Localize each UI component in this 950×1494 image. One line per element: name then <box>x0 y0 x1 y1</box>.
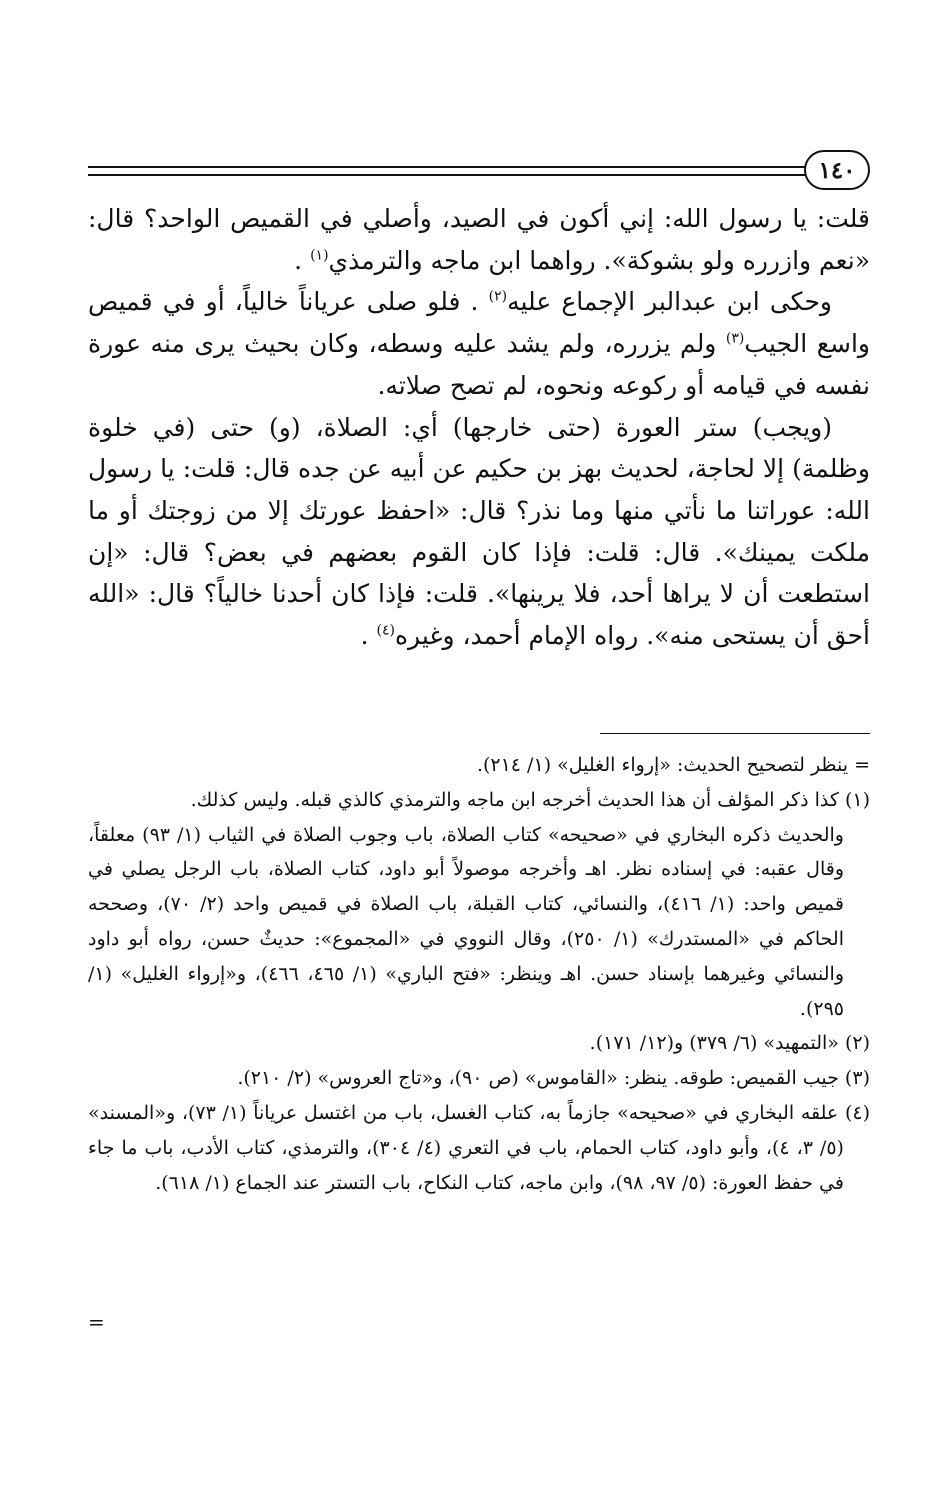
paragraph-2 <box>88 281 870 406</box>
paragraph-1 <box>88 198 870 281</box>
footnote-4: (٤) علقه البخاري في «صحيحه» جازماً به، كتاب الغسل، باب من اغتسل عرياناً (١/ ٧٣)، و«المسند» (٥/ ٣، ٤)، وأبو داود، كتاب الحمام، باب في التعري (٤/ ٣٠٤)، والترمذي، كتاب الأدب، باب ما جاء في حفظ العورة: (٥/ ٩٧، ٩٨)، وابن ماجه، كتاب النكاح، باب التستر عند الجماع (١/ ٦١٨). <box>88 1101 870 1194</box>
footnote-3: (٣) جيب القميص: طوقه. ينظر: «القاموس» (ص ٩٠)، و«تاج العروس» (٢/ ٢١٠). <box>237 1067 870 1090</box>
footnote-ref-2: (٢) <box>488 289 508 306</box>
footnote-ref-3: (٣) <box>725 330 745 347</box>
footnote-2: (٢) «التمهيد» (٦/ ٣٧٩) و(١٢/ ١٧١). <box>589 1032 870 1055</box>
main-text <box>88 198 870 657</box>
page-header <box>88 150 870 194</box>
continuation-mark: = <box>88 1310 105 1334</box>
header-double-rule <box>88 166 806 176</box>
footnote-ref-1: (١) <box>310 247 329 264</box>
paragraph-3 <box>88 407 870 657</box>
paragraph-2-text-a: وحكى ابن عبدالبر الإجماع عليه <box>507 287 832 317</box>
paragraph-1-end: . <box>294 245 311 275</box>
paragraph-3-text: (ويجب) ستر العورة (حتى خارجها) أي: الصلاة، (و) حتى (في خلوة وظلمة) إلا لحاجة، لحديث بهز بن حكيم عن أبيه عن جده قال: قلت: يا رسول الله: عوراتنا ما نأتي منها وما نذر؟ قال: «احفظ عورتك إلا من زوجتك أو ما ملكت يمينك». قال: قلت: فإذا كان القوم بعضهم في بعض؟ قال: «إن استطعت أن لا يراها أحد، فلا يرينها». قلت: فإذا كان أحدنا خالياً؟ قال: «الله أحق أن يستحى منه». رواه الإمام أحمد، وغيره <box>88 412 870 651</box>
footnotes <box>88 748 870 1200</box>
page-number: ١٤٠ <box>804 150 870 190</box>
paragraph-3-end: . <box>360 621 377 651</box>
paragraph-1-text: قلت: يا رسول الله: إني أكون في الصيد، وأصلي في القميص الواحد؟ قال: «نعم وازرره ولو بشوكة». رواهما ابن ماجه والترمذي <box>88 204 870 275</box>
footnote-1: (١) كذا ذكر المؤلف أن هذا الحديث أخرجه ابن ماجه والترمذي كالذي قبله. وليس كذلك. <box>190 788 870 811</box>
footnote-1-continuation: والحديث ذكره البخاري في «صحيحه» كتاب الصلاة، باب وجوب الصلاة في الثياب (١/ ٩٣) معلقاً، وقال عقبه: في إسناده نظر. اهـ وأخرجه موصولاً أبو داود، كتاب الصلاة، باب الرجل يصلي في قميص واحد: (١/ ٤١٦)، والنسائي، كتاب القبلة، باب الصلاة في قميص واحد (٢/ ٧٠)، وصححه الحاكم في «المستدرك» (١/ ٢٥٠)، وقال النووي في «المجموع»: حديثٌ حسن، رواه أبو داود والنسائي وغيرهما بإسناد حسن. اهـ وينظر: «فتح الباري» (١/ ٤٦٥، ٤٦٦)، و«إرواء الغليل» (١/ ٢٩٥). <box>88 823 844 1020</box>
footnote-carryover: = ينظر لتصحيح الحديث: «إرواء الغليل» (١/ ٢١٤). <box>476 754 870 776</box>
paragraph-2-text-b: . فلو صلى عرياناً خالياً، أو في قميص واسع الجيب <box>88 287 870 359</box>
paragraph-2-text-c: ولم يزرره، ولم يشد عليه وسطه، وكان بحيث يرى منه عورة نفسه في قيامه أو ركوعه ونحوه، لم تصح صلاته. <box>88 329 870 400</box>
footnote-ref-4: (٤) <box>376 622 395 639</box>
footnote-separator <box>600 733 870 734</box>
